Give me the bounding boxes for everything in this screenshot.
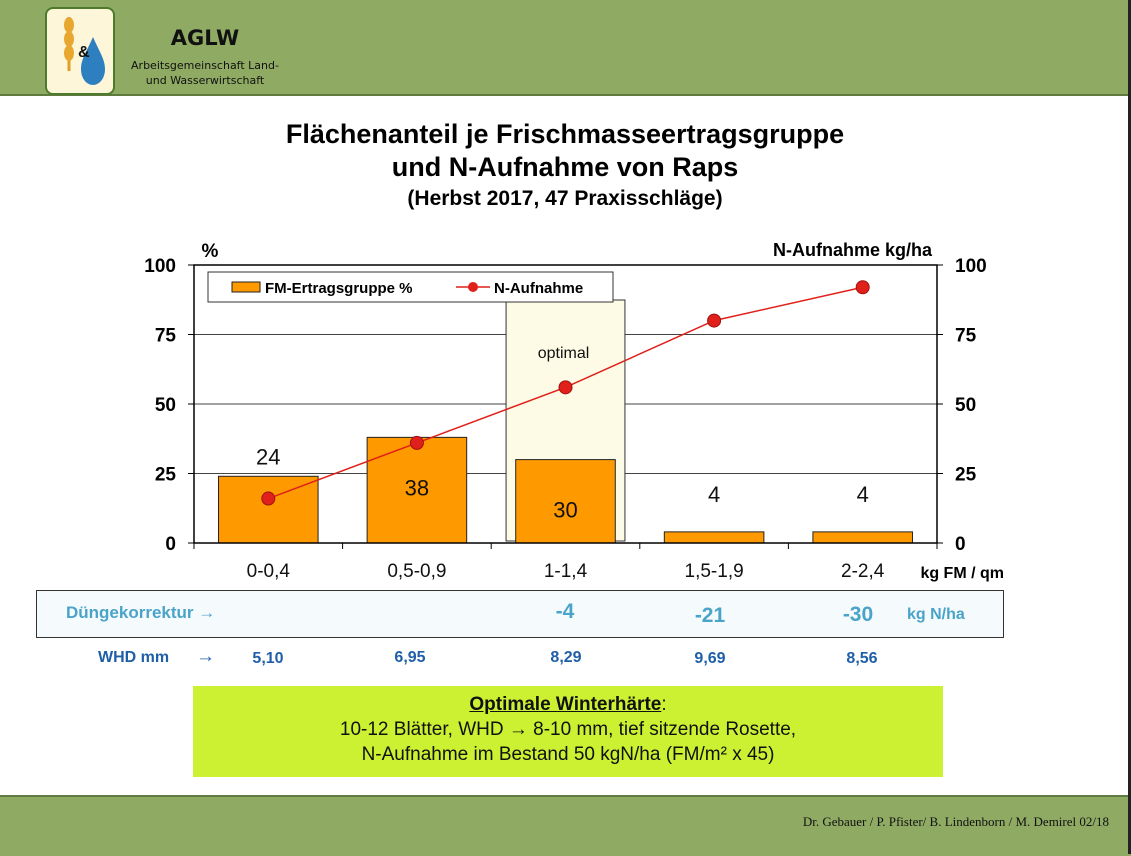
- bar-data-label: 24: [256, 444, 281, 470]
- note-line-3: N-Aufnahme im Bestand 50 kgN/ha (FM/m² x 45): [361, 744, 775, 765]
- footer-bar: [0, 795, 1131, 856]
- bar-data-label: 30: [553, 497, 578, 523]
- footer-credit: Dr. Gebauer / P. Pfister/ B. Lindenborn / M. Demirel 02/18: [802, 814, 1109, 829]
- legend: [208, 272, 613, 302]
- duenge-value-2: -21: [694, 604, 726, 627]
- legend-line-label: N-Aufnahme: [494, 280, 584, 297]
- y-right-ticks: [955, 256, 987, 555]
- bar: [664, 532, 764, 543]
- y-left-tick-label: 50: [154, 395, 176, 416]
- duenge-value-3: -30: [842, 603, 874, 626]
- y-left-tick-label: 25: [154, 464, 176, 486]
- whd-value-1: 5,10: [252, 650, 284, 667]
- n-aufnahme-point: [856, 281, 869, 294]
- whd-value-3: 8,29: [550, 649, 582, 666]
- x-tick-label: 2-2,4: [841, 561, 885, 582]
- x-tick-labels: [247, 561, 885, 582]
- bar-data-label: 38: [404, 475, 430, 501]
- bar: [219, 476, 319, 543]
- y-left-tick-label: 100: [144, 256, 176, 277]
- whd-value-5: 8,56: [846, 650, 878, 667]
- x-tick-label: 0,5-0,9: [387, 561, 447, 582]
- x-axis-label: kg FM / qm: [920, 565, 1004, 582]
- note-heading-suffix: :: [661, 694, 667, 715]
- y-left-ticks: [144, 256, 176, 555]
- whd-value-2: 6,95: [394, 649, 426, 666]
- bar-data-label: 4: [707, 481, 721, 507]
- y-right-tick-label: 25: [955, 464, 977, 486]
- title-line-2: und N-Aufnahme von Raps: [391, 152, 739, 182]
- note-heading: Optimale Winterhärte: [469, 694, 662, 715]
- n-aufnahme-point: [262, 492, 275, 505]
- y-left-tick-label: 0: [165, 534, 176, 555]
- org-name: AGLW: [170, 26, 240, 50]
- duengekorrektur-label: Düngekorrektur →: [66, 603, 216, 622]
- x-tick-label: 1,5-1,9: [684, 561, 744, 582]
- bar: [813, 532, 913, 543]
- n-aufnahme-point: [410, 436, 423, 449]
- legend-bar-swatch: [232, 282, 260, 292]
- optimal-label: optimal: [537, 345, 590, 362]
- y-right-tick-label: 50: [955, 395, 977, 416]
- bar-data-label: 4: [856, 481, 869, 507]
- n-aufnahme-point: [708, 314, 721, 327]
- legend-bar-label: FM-Ertragsgruppe %: [265, 280, 413, 297]
- y-right-tick-label: 100: [955, 256, 987, 277]
- whd-label: WHD mm: [98, 649, 170, 666]
- duenge-unit: kg N/ha: [907, 606, 965, 623]
- note-line-2: 10-12 Blätter, WHD → 8-10 mm, tief sitzende Rosette,: [339, 719, 797, 740]
- whd-arrow: →: [196, 646, 215, 667]
- org-subtitle: Arbeitsgemeinschaft Land- und Wasserwirtschaft: [131, 59, 279, 87]
- y-left-tick-label: 75: [154, 325, 176, 347]
- duenge-value-1: -4: [555, 600, 575, 623]
- y-left-label: %: [201, 241, 219, 262]
- winterhaerte-note: [193, 686, 943, 777]
- legend-line-marker: [468, 282, 478, 292]
- n-aufnahme-point: [559, 381, 572, 394]
- title-line-1: Flächenanteil je Frischmasseertragsgruppe: [285, 119, 845, 149]
- y-right-tick-label: 0: [955, 534, 966, 555]
- logo-ampersand: &: [78, 44, 90, 61]
- x-tick-label: 1-1,4: [543, 561, 588, 582]
- title-line-3: (Herbst 2017, 47 Praxisschläge): [407, 187, 723, 210]
- whd-value-4: 9,69: [694, 650, 726, 667]
- x-tick-label: 0-0,4: [246, 561, 290, 582]
- y-right-label: N-Aufnahme kg/ha: [772, 240, 932, 260]
- y-right-tick-label: 75: [955, 325, 977, 347]
